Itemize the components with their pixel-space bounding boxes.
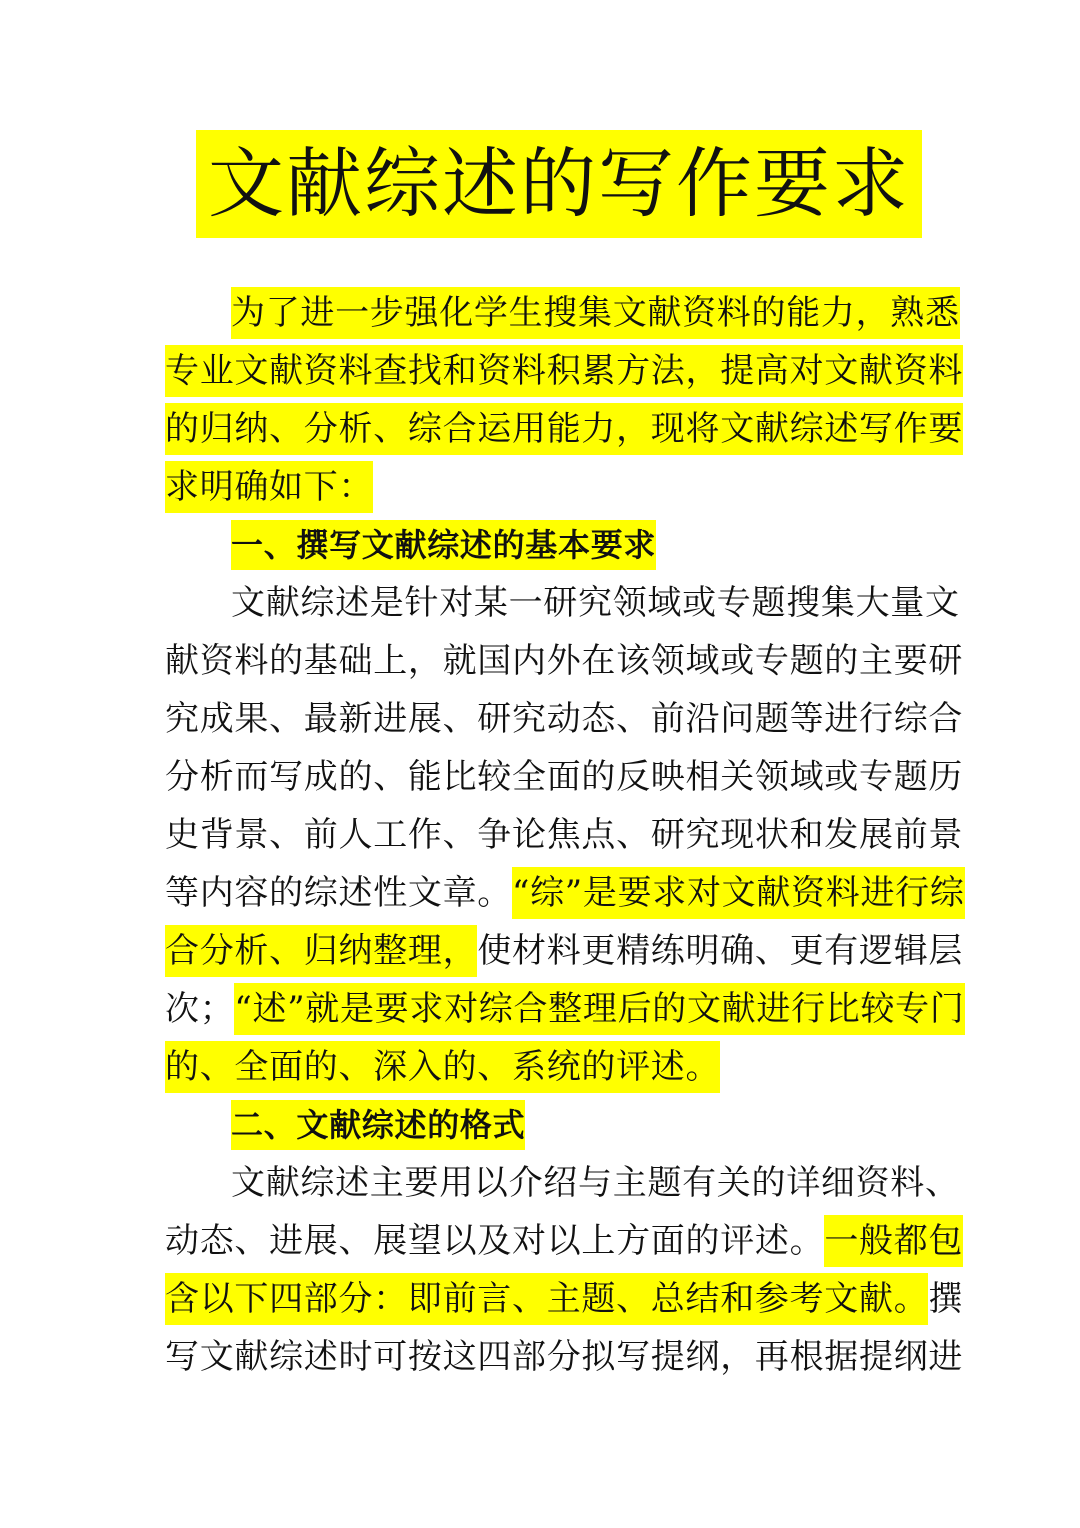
highlighted-text: 为了进一步强化学生搜集文献资料的能力，熟悉 xyxy=(231,287,960,339)
highlighted-text: 的、全面的、深入的、系统的评述。 xyxy=(165,1041,720,1093)
intro-line xyxy=(165,458,925,516)
text: 究成果、最新进展、研究动态、前沿问题等进行综合 xyxy=(165,699,964,739)
highlighted-heading: 二、文献综述的格式 xyxy=(231,1100,525,1150)
paragraph-line xyxy=(165,1038,925,1096)
paragraph-line xyxy=(165,980,965,1038)
highlighted-heading: 一、撰写文献综述的基本要求 xyxy=(231,520,656,570)
page-title: 文献综述的写作要求 xyxy=(196,130,922,238)
paragraph-line xyxy=(165,632,964,690)
text: 献资料的基础上，就国内外在该领域或专题的主要研 xyxy=(165,641,964,681)
text: 写文献综述时可按这四部分拟写提纲，再根据提纲进 xyxy=(165,1337,964,1377)
highlighted-text: 一般都包 xyxy=(824,1215,963,1267)
highlighted-text: 求明确如下： xyxy=(165,461,373,513)
intro-line xyxy=(165,342,964,400)
paragraph-line xyxy=(165,806,964,864)
paragraph-line xyxy=(165,864,965,922)
text: 史背景、前人工作、争论焦点、研究现状和发展前景 xyxy=(165,815,964,855)
text: 文献综述主要用以介绍与主题有关的详细资料、 xyxy=(231,1163,960,1203)
text: 使材料更精练明确、更有逻辑层 xyxy=(477,931,964,971)
text: 文献综述是针对某一研究领域或专题搜集大量文 xyxy=(231,583,960,623)
highlighted-text: 的归纳、分析、综合运用能力，现将文献综述写作要 xyxy=(165,403,963,455)
highlighted-text: 合分析、归纳整理， xyxy=(165,925,477,977)
paragraph-line xyxy=(165,1212,964,1270)
section-heading-1 xyxy=(165,516,925,574)
text: 等内容的综述性文章。 xyxy=(165,873,512,913)
text: 动态、进展、展望以及对以上方面的评述。 xyxy=(165,1221,825,1261)
text: 分析而写成的、能比较全面的反映相关领域或专题历 xyxy=(165,757,964,797)
paragraph-line xyxy=(165,1328,964,1386)
paragraph-line xyxy=(165,690,964,748)
document-body xyxy=(165,284,965,1386)
paragraph-line xyxy=(165,1154,960,1212)
paragraph-line xyxy=(165,748,964,806)
highlighted-text: 专业文献资料查找和资料积累方法，提高对文献资料 xyxy=(165,345,963,397)
text: 次； xyxy=(165,989,235,1029)
highlighted-text: 含以下四部分：即前言、主题、总结和参考文献。 xyxy=(165,1273,928,1325)
intro-line xyxy=(165,284,960,342)
paragraph-line xyxy=(165,574,960,632)
text: 撰 xyxy=(928,1279,964,1319)
paragraph-line xyxy=(165,922,964,980)
paragraph-line xyxy=(165,1270,964,1328)
section-heading-2 xyxy=(165,1096,925,1154)
intro-line xyxy=(165,400,964,458)
highlighted-text: “述”就是要求对综合整理后的文献进行比较专门 xyxy=(234,983,964,1035)
highlighted-text: “综”是要求对文献资料进行综 xyxy=(512,867,965,919)
